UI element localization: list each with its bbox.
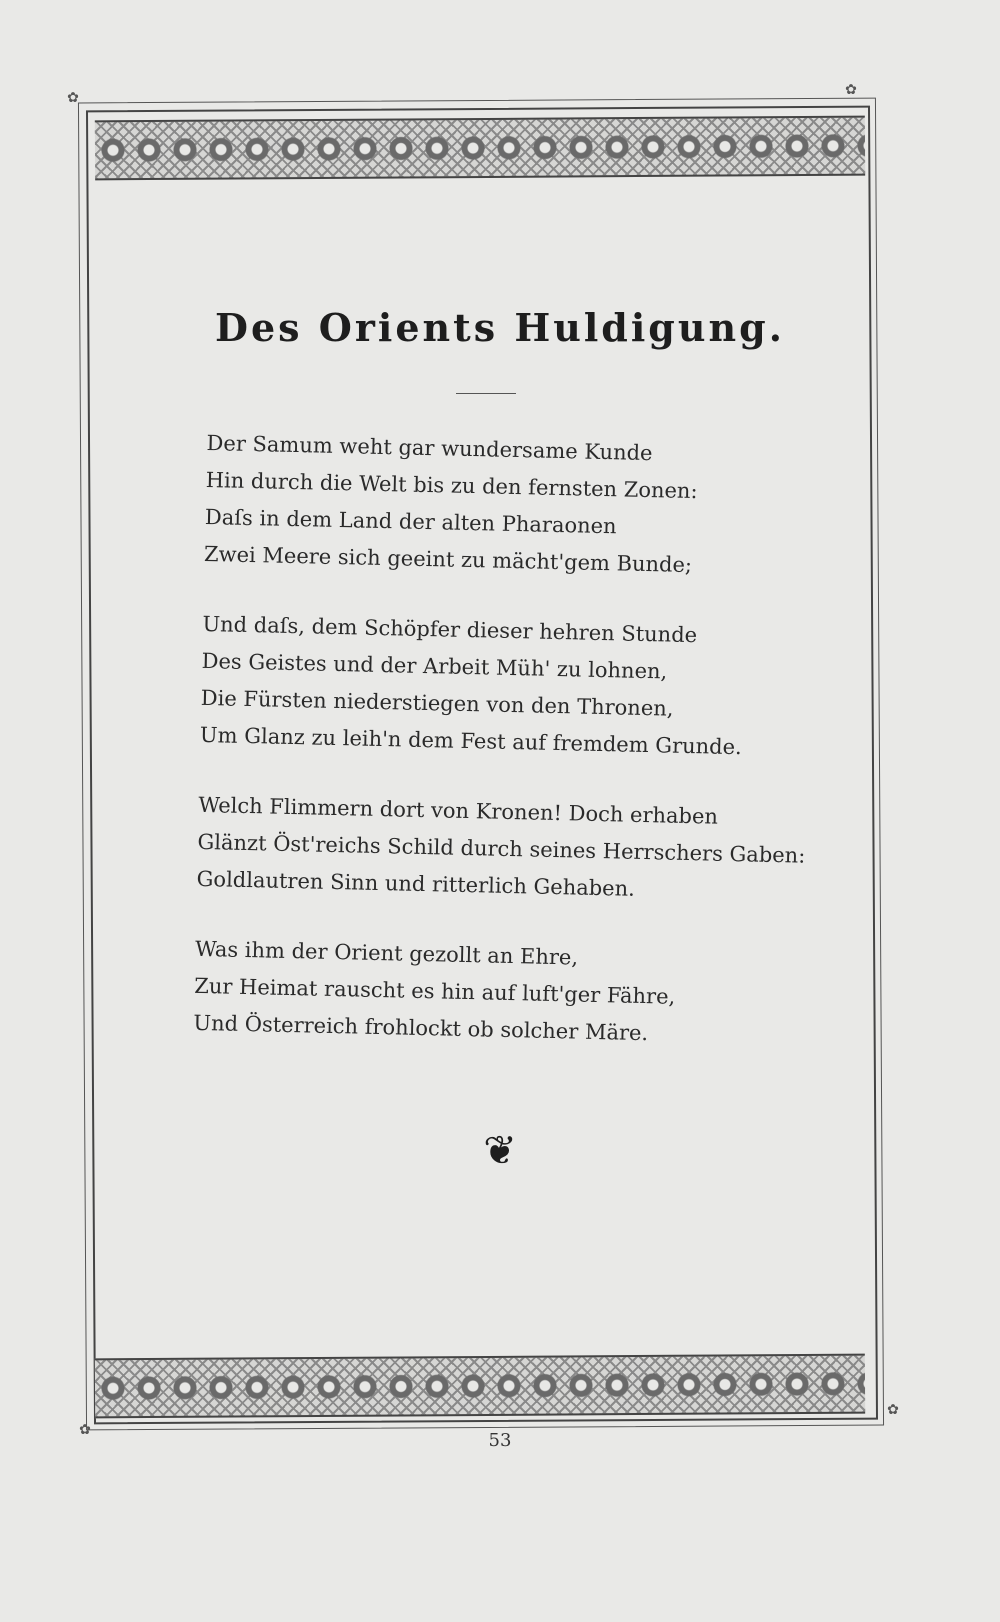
- ornamental-band-bottom: [95, 1354, 865, 1419]
- poem-line: Zwei Meere sich geeint zu mächt'gem Bunde;: [203, 541, 693, 578]
- poem-title: Des Orients Huldigung.: [215, 305, 785, 350]
- title-divider: [456, 393, 516, 394]
- poem-line: Daſs in dem Land der alten Pharaonen: [204, 504, 617, 539]
- corner-ornament-bottom-right: ✿: [887, 1402, 899, 1418]
- stanza: [193, 931, 795, 1056]
- stanza: [200, 606, 803, 768]
- fleuron-ornament-icon: ❦: [483, 1128, 517, 1174]
- poem-line: Um Glanz zu leih'n dem Fest auf fremdem Grunde.: [199, 722, 743, 760]
- page-number: 53: [488, 1430, 512, 1451]
- corner-ornament-bottom-left: ✿: [79, 1422, 91, 1438]
- poem-body: [192, 425, 807, 1088]
- poem-line: Und daſs, dem Schöpfer dieser hehren Stunde: [202, 611, 698, 648]
- poem-line: Goldlautren Sinn und ritterlich Gehaben.: [196, 866, 636, 901]
- poem-line: Welch Flimmern dort von Kronen! Doch erhaben: [198, 792, 719, 829]
- poem-line: Und Österreich frohlockt ob solcher Märe.: [193, 1010, 649, 1046]
- poem-line: Glänzt Öst'reichs Schild durch seines Herrschers Gaben:: [197, 829, 806, 868]
- poem-line: Hin durch die Welt bis zu den fernsten Zonen:: [205, 467, 698, 504]
- poem-line: Der Samum weht gar wundersame Kunde: [206, 430, 653, 466]
- poem-line: Was ihm der Orient gezollt an Ehre,: [194, 936, 579, 970]
- stanza: [196, 787, 806, 912]
- poem-line: Die Fürsten niederstiegen von den Thronen,: [200, 685, 674, 721]
- poem-line: Des Geistes und der Arbeit Müh' zu lohnen,: [201, 648, 668, 684]
- corner-ornament-top-left: ✿: [67, 90, 79, 106]
- ornamental-band-top: [95, 116, 865, 181]
- poem-line: Zur Heimat rauscht es hin auf luft'ger Fähre,: [194, 973, 676, 1009]
- corner-ornament-top-right: ✿: [845, 82, 857, 98]
- stanza: [204, 425, 807, 587]
